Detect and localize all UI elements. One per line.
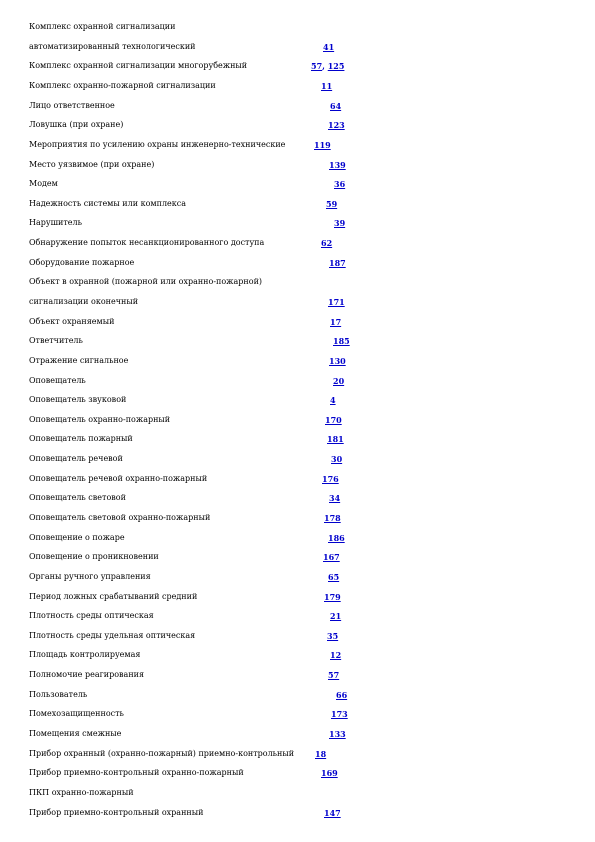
page-link[interactable]: 186 (328, 533, 345, 543)
page-link[interactable]: 59 (326, 199, 338, 209)
page-numbers (330, 393, 336, 407)
page-numbers (322, 472, 339, 486)
index-entry (29, 590, 589, 604)
index-entry (29, 511, 589, 525)
index-entry (29, 315, 589, 329)
index-entry (29, 688, 589, 702)
page-numbers (328, 295, 345, 309)
index-term: Комплекс охранной сигнализации многорубежный (29, 61, 248, 70)
page-numbers (328, 668, 339, 682)
index-entry (29, 766, 589, 780)
index-entry (29, 138, 589, 152)
index-entry (29, 256, 589, 270)
index-term: Оповещатель охранно-пожарный (29, 415, 171, 424)
page-link[interactable]: 21 (330, 611, 342, 621)
page-numbers (324, 511, 341, 525)
page-link[interactable]: 181 (327, 434, 344, 444)
index-term: Период ложных срабатываний средний (29, 592, 198, 601)
page-link[interactable]: 30 (331, 454, 343, 464)
index-entry (29, 158, 589, 172)
index-term: Обнаружение попыток несанкционированного доступа (29, 238, 265, 247)
page-numbers (324, 806, 341, 820)
index-term: Модем (29, 179, 58, 188)
index-term: Оповещатель пожарный (29, 434, 133, 443)
index-term: сигнализации оконечный (29, 297, 139, 306)
page-numbers (327, 432, 344, 446)
page-link[interactable]: 178 (324, 513, 341, 523)
page-numbers (333, 334, 350, 348)
index-term: Ловушка (при охране) (29, 120, 124, 129)
index-entry (29, 236, 589, 250)
page-link[interactable]: 147 (324, 808, 341, 818)
index-entry (29, 374, 589, 388)
page-numbers (330, 609, 341, 623)
page-numbers (328, 570, 339, 584)
page-separator: , (322, 61, 328, 71)
index-term: Площадь контролируемая (29, 650, 141, 659)
page-link[interactable]: 62 (321, 238, 333, 248)
page-link[interactable]: 18 (315, 749, 327, 759)
index-entry (29, 452, 589, 466)
index-term: Лицо ответственное (29, 101, 115, 110)
page-link[interactable]: 65 (328, 572, 340, 582)
index-term: Оповещатель световой (29, 493, 126, 502)
page-link[interactable]: 173 (331, 709, 348, 719)
page-link[interactable]: 57 (328, 670, 340, 680)
index-term: Полномочие реагирования (29, 670, 145, 679)
index-term: Плотность среды оптическая (29, 611, 154, 620)
index-term: Комплекс охранно-пожарной сигнализации (29, 81, 216, 90)
page-numbers (334, 177, 345, 191)
page-numbers (330, 99, 341, 113)
page-numbers (315, 747, 326, 761)
index-term: Оповещение о пожаре (29, 533, 125, 542)
page-link[interactable]: 125 (327, 61, 345, 71)
page-link[interactable]: 20 (333, 376, 345, 386)
index-entry (29, 275, 589, 289)
index-term: Место уязвимое (при охране) (29, 160, 155, 169)
page-numbers (311, 59, 344, 73)
page-numbers (321, 766, 338, 780)
index-term: Оповещатель речевой охранно-пожарный (29, 474, 208, 483)
page-numbers (331, 707, 348, 721)
index-entry (29, 177, 589, 191)
index-entry (29, 334, 589, 348)
index-entry (29, 648, 589, 662)
index-entry (29, 295, 589, 309)
page-link[interactable]: 34 (329, 493, 341, 503)
page-numbers (328, 531, 345, 545)
page-numbers (329, 256, 346, 270)
page-numbers (324, 590, 341, 604)
page-link[interactable]: 36 (334, 179, 346, 189)
index-entry (29, 432, 589, 446)
index-term: Прибор охранный (охранно-пожарный) приемно-контрольный (29, 749, 295, 758)
index-entry (29, 609, 589, 623)
page-link[interactable]: 133 (329, 729, 346, 739)
index-entry (29, 59, 589, 73)
index-entry (29, 354, 589, 368)
index-term: Ответчитель (29, 336, 83, 345)
page-numbers (325, 413, 342, 427)
index-term: Нарушитель (29, 218, 82, 227)
index-entry (29, 707, 589, 721)
index-entry (29, 629, 589, 643)
index-term: Прибор приемно-контрольный охранный (29, 808, 204, 817)
page-link[interactable]: 170 (325, 415, 342, 425)
page-numbers (321, 79, 332, 93)
index-term: Мероприятия по усилению охраны инженерно-технические (29, 140, 286, 149)
page-link[interactable]: 12 (330, 650, 342, 660)
index-term: Прибор приемно-контрольный охранно-пожарный (29, 768, 244, 777)
index-term: Органы ручного управления (29, 572, 151, 581)
page-numbers (330, 315, 341, 329)
index-entry (29, 491, 589, 505)
page-link[interactable]: 4 (330, 395, 336, 405)
index-term: ПКП охранно-пожарный (29, 788, 134, 797)
page-numbers (323, 550, 340, 564)
page-link[interactable]: 139 (329, 160, 346, 170)
page-link[interactable]: 57 (311, 61, 323, 71)
index-entry (29, 40, 589, 54)
index-entry (29, 197, 589, 211)
page-numbers (333, 374, 344, 388)
page-numbers (329, 727, 346, 741)
index-entry (29, 786, 589, 800)
page-numbers (321, 236, 332, 250)
page-link[interactable]: 17 (330, 317, 342, 327)
index-term: Оповещатель звуковой (29, 395, 127, 404)
page-link[interactable]: 187 (329, 258, 346, 268)
index-entry (29, 118, 589, 132)
index-entry (29, 79, 589, 93)
page-link[interactable]: 169 (321, 768, 338, 778)
index-term: Пользователь (29, 690, 88, 699)
index-entry (29, 216, 589, 230)
index-term: Надежность системы или комплекса (29, 199, 187, 208)
page-numbers (326, 197, 337, 211)
page-link[interactable]: 179 (324, 592, 341, 602)
index-entry (29, 747, 589, 761)
index-term: Плотность среды удельная оптическая (29, 631, 196, 640)
index-term: Объект охраняемый (29, 317, 115, 326)
page-link[interactable]: 35 (327, 631, 339, 641)
index-term: Оповещатель (29, 376, 86, 385)
page-link[interactable]: 41 (323, 42, 335, 52)
page-link[interactable]: 119 (314, 140, 331, 150)
index-entry (29, 472, 589, 486)
index-entry (29, 99, 589, 113)
page-link[interactable]: 39 (334, 218, 346, 228)
page-numbers (314, 138, 331, 152)
page-link[interactable]: 64 (330, 101, 342, 111)
page-numbers (323, 40, 334, 54)
index-entry (29, 393, 589, 407)
index-term: Объект в охранной (пожарной или охранно-пожарной) (29, 277, 263, 286)
page-link[interactable]: 176 (322, 474, 339, 484)
index-term: автоматизированный технологический (29, 42, 196, 51)
page-numbers (329, 491, 340, 505)
index-entry (29, 413, 589, 427)
page-numbers (334, 216, 345, 230)
index-entry (29, 668, 589, 682)
page-numbers (331, 452, 342, 466)
index-term: Отражение сигнальное (29, 356, 129, 365)
index-entry (29, 806, 589, 820)
index-entry (29, 531, 589, 545)
page-link[interactable]: 171 (328, 297, 345, 307)
page-link[interactable]: 130 (329, 356, 346, 366)
page-link[interactable]: 123 (328, 120, 345, 130)
index-term: Помещения смежные (29, 729, 122, 738)
index-entry (29, 20, 589, 34)
page-numbers (327, 629, 338, 643)
page-numbers (329, 158, 346, 172)
page-numbers (330, 648, 341, 662)
page-numbers (328, 118, 345, 132)
index-term: Оборудование пожарное (29, 258, 135, 267)
index-term: Помехозащищенность (29, 709, 124, 718)
page-link[interactable]: 66 (336, 690, 348, 700)
index-entry (29, 727, 589, 741)
index-term: Оповещатель световой охранно-пожарный (29, 513, 211, 522)
index-entry (29, 550, 589, 564)
index-entry (29, 570, 589, 584)
page-link[interactable]: 11 (321, 81, 333, 91)
page-numbers (336, 688, 347, 702)
index-term: Оповещение о проникновении (29, 552, 159, 561)
page-numbers (329, 354, 346, 368)
page-link[interactable]: 185 (333, 336, 350, 346)
index-term: Комплекс охранной сигнализации (29, 22, 176, 31)
page-link[interactable]: 167 (323, 552, 340, 562)
index-term: Оповещатель речевой (29, 454, 123, 463)
